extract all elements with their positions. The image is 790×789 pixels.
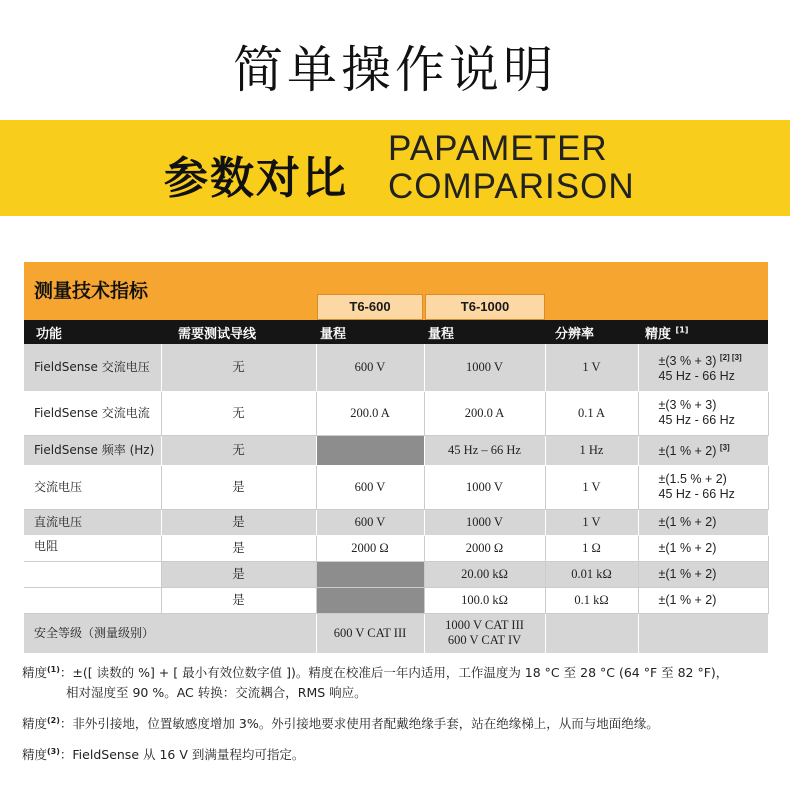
cell-leads: 无 <box>161 435 316 465</box>
footnote-text: ：FieldSense 从 16 V 到满量程均可指定。 <box>59 747 305 763</box>
footnotes <box>22 660 772 773</box>
cell-leads: 是 <box>161 509 316 535</box>
col-range-600: 量程 <box>320 327 347 342</box>
cell-resolution: 0.1 A <box>545 391 638 435</box>
cell-accuracy <box>638 465 768 509</box>
cell-leads: 无 <box>161 391 316 435</box>
cat-line2: 600 V CAT IV <box>447 633 522 647</box>
cell-range-600: 2000 Ω <box>316 535 424 561</box>
cell-accuracy: ±(1 % + 2) <box>638 561 768 587</box>
cell-range-600-na <box>316 587 424 613</box>
cell-range-600: 600 V <box>316 509 424 535</box>
accuracy-value: ±(1 % + 2) <box>658 444 717 459</box>
cell-range-600: 200.0 A <box>316 391 424 435</box>
table-row <box>24 509 768 535</box>
footnote-2 <box>22 711 772 734</box>
cell-function: 交流电压 <box>24 465 161 509</box>
footnote-mark: (2) <box>47 716 60 726</box>
cell-leads: 是 <box>161 535 316 561</box>
cell-resolution <box>545 613 638 653</box>
accuracy-freq: 45 Hz - 66 Hz <box>658 413 735 427</box>
cell-function: 直流电压 <box>24 509 161 535</box>
spec-grid <box>24 344 769 654</box>
cell-range-600: 600 V <box>316 344 424 391</box>
page-title: 简单操作说明 <box>233 41 557 99</box>
cell-function: FieldSense 交流电流 <box>24 391 161 435</box>
cell-leads: 是 <box>161 587 316 613</box>
cell-leads: 是 <box>161 465 316 509</box>
cell-range-1000: 20.00 kΩ <box>424 561 545 587</box>
cell-resolution: 1 Hz <box>545 435 638 465</box>
table-row <box>24 391 768 435</box>
footnote-text: ：±([ 读数的 %] + [ 最小有效位数字值 ])。精度在校准后一年内适用，工作温度为 18 °C 至 28 °C (64 °F 至 82 °F)， <box>59 665 729 681</box>
cell-range-600: 600 V <box>316 465 424 509</box>
cell-resolution: 0.1 kΩ <box>545 587 638 613</box>
table-row <box>24 344 768 391</box>
cell-range-600-na <box>316 435 424 465</box>
banner-title-cn: 参数对比 <box>164 153 348 204</box>
spec-table <box>24 262 768 654</box>
table-row <box>24 587 768 613</box>
cell-leads: 是 <box>161 561 316 587</box>
cell-range-1000: 45 Hz – 66 Hz <box>424 435 545 465</box>
footnote-mark: (3) <box>47 747 60 757</box>
footnote-text: ：非外引接地，位置敏感度增加 3%。外引接地要求使用者配戴绝缘手套，站在绝缘梯上，从而与地面绝缘。 <box>59 716 659 732</box>
cell-function <box>24 561 161 587</box>
cell-accuracy: ±(1 % + 2) <box>638 587 768 613</box>
cell-range-1000: 1000 V <box>424 344 545 391</box>
spec-table-title: 测量技术指标 <box>34 280 149 302</box>
cell-accuracy: ±(1 % + 2) <box>638 535 768 561</box>
table-row <box>24 613 768 653</box>
model-t6-600: T6-600 <box>317 294 423 320</box>
cell-leads: 无 <box>161 344 316 391</box>
accuracy-value: ±(1.5 % + 2) <box>658 472 727 486</box>
cell-function: 电阻 <box>24 535 161 561</box>
accuracy-value: ±(3 % + 3) <box>658 354 717 369</box>
col-accuracy-note: [1] <box>675 325 689 335</box>
column-header-row <box>24 320 768 344</box>
accuracy-freq: 45 Hz - 66 Hz <box>658 369 735 384</box>
footnote-label: 精度 <box>22 747 48 763</box>
cell-accuracy <box>638 613 768 653</box>
table-row <box>24 465 768 509</box>
cell-accuracy: ±(1 % + 2) <box>638 509 768 535</box>
table-row <box>24 435 768 465</box>
model-t6-1000: T6-1000 <box>425 294 545 320</box>
col-function: 功能 <box>36 327 63 342</box>
table-row <box>24 535 768 561</box>
spec-table-header <box>24 262 768 344</box>
banner-title-en <box>388 130 635 206</box>
accuracy-note: [3] <box>719 443 730 453</box>
cell-function: FieldSense 交流电压 <box>24 344 161 391</box>
cell-range-600-na <box>316 561 424 587</box>
cell-range-600: 600 V CAT III <box>316 613 424 653</box>
banner-en-line2: COMPARISON <box>388 167 635 206</box>
cell-range-1000: 100.0 kΩ <box>424 587 545 613</box>
cell-resolution: 1 Ω <box>545 535 638 561</box>
cell-function: FieldSense 频率 (Hz) <box>24 435 161 465</box>
cell-range-1000: 1000 V <box>424 465 545 509</box>
banner <box>0 120 790 216</box>
accuracy-note: [2] [3] <box>719 353 742 363</box>
footnote-mark: (1) <box>47 665 60 674</box>
col-resolution: 分辨率 <box>555 327 595 342</box>
accuracy-freq: 45 Hz - 66 Hz <box>658 487 735 501</box>
cell-resolution: 1 V <box>545 344 638 391</box>
footnote-label: 精度 <box>22 665 48 681</box>
cell-accuracy <box>638 435 768 465</box>
cat-line1: 1000 V CAT III <box>445 618 524 632</box>
cell-range-1000: 200.0 A <box>424 391 545 435</box>
cell-accuracy <box>638 344 768 391</box>
footnote-1 <box>22 660 772 703</box>
footnote-text-cont: 相对湿度至 90 %。AC 转换：交流耦合，RMS 响应。 <box>66 685 367 701</box>
footnote-label: 精度 <box>22 716 48 732</box>
cell-safety-rating: 安全等级（测量级别） <box>24 613 316 653</box>
cell-range-1000 <box>424 613 545 653</box>
footnote-3 <box>22 742 772 765</box>
cell-accuracy <box>638 391 768 435</box>
table-row <box>24 561 768 587</box>
cell-resolution: 0.01 kΩ <box>545 561 638 587</box>
cell-resolution: 1 V <box>545 509 638 535</box>
col-accuracy <box>645 323 688 342</box>
col-accuracy-label: 精度 <box>645 327 672 342</box>
col-range-1000: 量程 <box>428 327 455 342</box>
banner-en-line1: PAPAMETER <box>388 129 608 168</box>
cell-range-1000: 2000 Ω <box>424 535 545 561</box>
cell-resolution: 1 V <box>545 465 638 509</box>
accuracy-value: ±(3 % + 3) <box>658 398 717 412</box>
col-leads: 需要测试导线 <box>178 327 257 342</box>
cell-range-1000: 1000 V <box>424 509 545 535</box>
cell-function <box>24 587 161 613</box>
